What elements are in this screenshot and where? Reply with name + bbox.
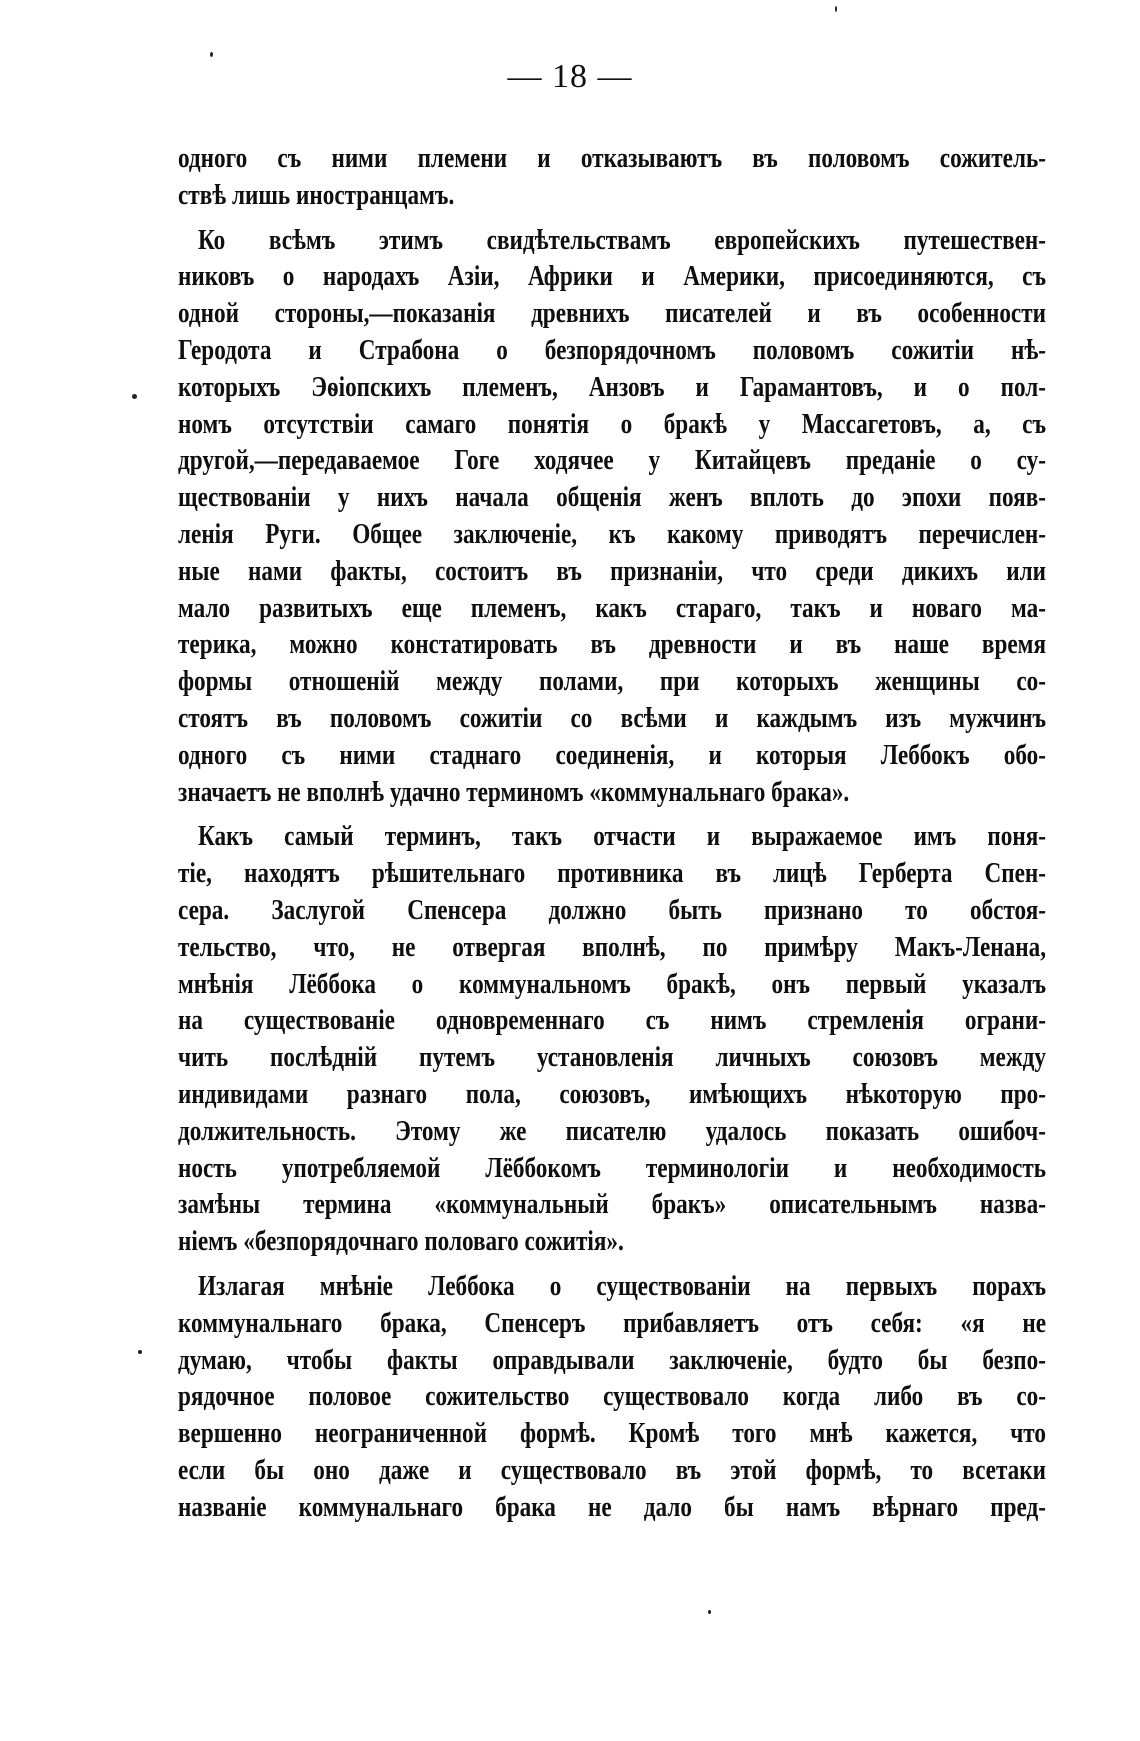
- text-line: коммунальнаго брака, Спенсеръ прибавляетъ отъ себя: «я не: [178, 1306, 1046, 1339]
- paragraph: [178, 222, 1046, 811]
- text-line: ные нами факты, состоитъ въ признаніи, что среди дикихъ или: [178, 554, 1046, 587]
- text-line: никовъ о народахъ Азіи, Африки и Америки, присоединяются, съ: [178, 260, 1046, 293]
- text-line: одного съ ними племени и отказываютъ въ половомъ сожитель-: [178, 142, 1046, 174]
- text-line: думаю, чтобы факты оправдывали заключеніе, будто бы безпо-: [178, 1343, 1046, 1376]
- text-line: Геродота и Страбона о безпорядочномъ половомъ сожитіи нѣ-: [178, 333, 1046, 366]
- text-line: ленія Руги. Общее заключеніе, къ какому приводятъ перечислен-: [178, 517, 1046, 550]
- text-line: ніемъ «безпорядочнаго половаго сожитія».: [178, 1225, 624, 1258]
- text-line: на существованіе одновременнаго съ нимъ стремленія ограни-: [178, 1004, 1046, 1037]
- text-line: чить послѣдній путемъ установленія личныхъ союзовъ между: [178, 1041, 1046, 1074]
- body-text: [178, 140, 1046, 1525]
- text-line: которыхъ Эѳіопскихъ племенъ, Анзовъ и Гарамантовъ, и о пол-: [178, 370, 1046, 403]
- paragraph: [178, 818, 1046, 1260]
- text-line: Ко всѣмъ этимъ свидѣтельствамъ европейскихъ путешествен-: [198, 223, 1046, 256]
- text-line: тіе, находятъ рѣшительнаго противника въ лицѣ Герберта Спен-: [178, 857, 1046, 890]
- scan-speck: [835, 6, 837, 12]
- paragraph: [178, 1268, 1046, 1526]
- text-line: терика, можно констатировать въ древности и въ наше время: [178, 628, 1046, 661]
- text-line: названіе коммунальнаго брака не дало бы намъ вѣрнаго пред-: [178, 1490, 1046, 1523]
- text-line: Какъ самый терминъ, такъ отчасти и выражаемое имъ поня-: [198, 820, 1046, 853]
- text-line: стоятъ въ половомъ сожитіи со всѣми и каждымъ изъ мужчинъ: [178, 701, 1046, 734]
- text-line: если бы оно даже и существовало въ этой формѣ, то всетаки: [178, 1453, 1046, 1486]
- text-line: замѣны термина «коммунальный бракъ» описательнымъ назва-: [178, 1188, 1046, 1221]
- text-line: другой,—передаваемое Гоге ходячее у Китайцевъ преданіе о су-: [178, 444, 1046, 477]
- text-line: Излагая мнѣніе Леббока о существованіи на первыхъ порахъ: [198, 1269, 1046, 1302]
- text-line: формы отношеній между полами, при которыхъ женщины со-: [178, 665, 1046, 698]
- text-line: одного съ ними стаднаго соединенія, и которыя Леббокъ обо-: [178, 738, 1046, 771]
- scan-speck: [210, 52, 213, 57]
- text-line: тельство, что, не отвергая вполнѣ, по примѣру Макъ-Ленана,: [178, 930, 1046, 963]
- text-line: вершенно неограниченной формѣ. Кромѣ того мнѣ кажется, что: [178, 1417, 1046, 1450]
- text-line: значаетъ не вполнѣ удачно терминомъ «коммунальнаго брака».: [178, 775, 850, 808]
- text-line: рядочное половое сожительство существовало когда либо въ со-: [178, 1380, 1046, 1413]
- text-line: ность употребляемой Лёббокомъ терминологіи и необходимость: [178, 1151, 1046, 1184]
- scan-speck: [138, 1350, 142, 1354]
- paragraph: [178, 140, 1046, 214]
- text-line: индивидами разнаго пола, союзовъ, имѣющихъ нѣкоторую про-: [178, 1077, 1046, 1110]
- scan-speck: [132, 394, 137, 399]
- text-line: мало развитыхъ еще племенъ, какъ стараго, такъ и новаго ма-: [178, 591, 1046, 624]
- text-line: должительность. Этому же писателю удалось показать ошибоч-: [178, 1114, 1046, 1147]
- text-line: ществованіи у нихъ начала общенія женъ вплоть до эпохи появ-: [178, 481, 1046, 514]
- text-line: одной стороны,—показанія древнихъ писателей и въ особенности: [178, 297, 1046, 330]
- text-line: сера. Заслугой Спенсера должно быть признано то обстоя-: [178, 893, 1046, 926]
- text-line: ствѣ лишь иностранцамъ.: [178, 178, 455, 211]
- text-line: мнѣнія Лёббока о коммунальномъ бракѣ, онъ первый указалъ: [178, 967, 1046, 1000]
- text-line: номъ отсутствіи самаго понятія о бракѣ у Массагетовъ, а, съ: [178, 407, 1046, 440]
- scan-speck: [708, 1610, 711, 1614]
- page-number: — 18 —: [507, 58, 633, 95]
